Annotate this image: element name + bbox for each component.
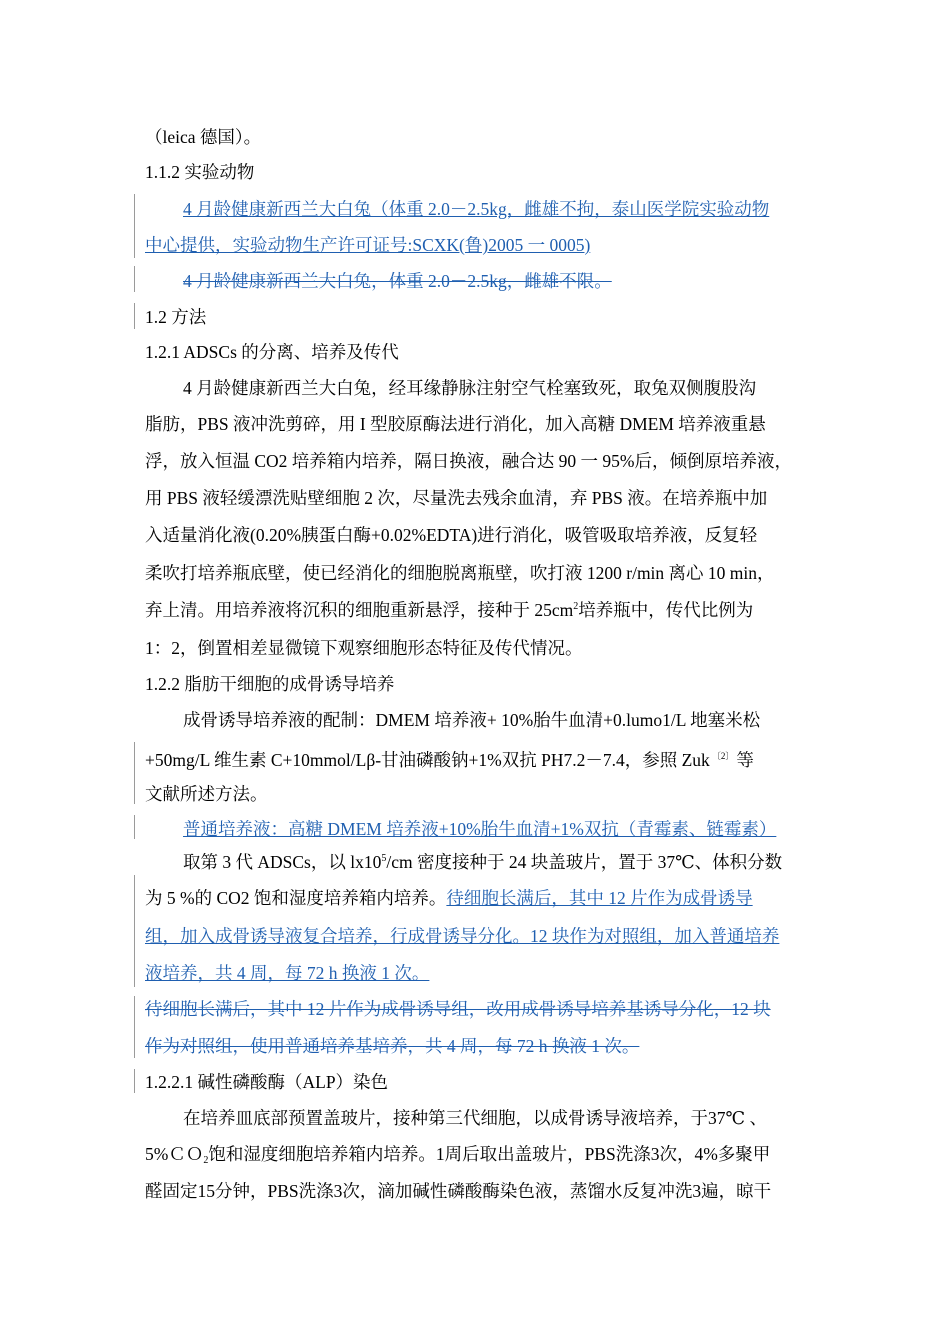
reference-marker: 〔2〕 — [711, 751, 735, 761]
text-line: 1：2，倒置相差显微镜下观察细胞形态特征及传代情况。 — [145, 638, 583, 658]
section-heading-1-2-2: 1.2.2 脂肪干细胞的成骨诱导培养 — [145, 674, 395, 694]
inserted-text-line: 中心提供，实验动物生产许可证号:SCXK(鲁)2005 一 0005) — [145, 235, 591, 255]
section-heading-1-2-2-1: 1.2.2.1 碱性磷酸酶（ALP）染色 — [145, 1072, 389, 1092]
revision-bar — [134, 742, 135, 804]
text-line: 脂肪，PBS 液冲洗剪碎，用 I 型胶原酶法进行消化，加入高糖 DMEM 培养液重悬 — [145, 414, 766, 434]
inserted-text-line: 组，加入成骨诱导液复合培养，行成骨诱导分化。12 块作为对照组，加入普通培养 — [145, 926, 780, 946]
inserted-text-line: 液培养，共 4 周，每 72 h 换液 1 次。 — [145, 963, 430, 983]
superscript: 2 — [573, 601, 579, 612]
subscript: 2 — [203, 1155, 209, 1166]
section-heading-1-2-1: 1.2.1 ADSCs 的分离、培养及传代 — [145, 342, 399, 362]
section-heading-1-2: 1.2 方法 — [145, 307, 207, 327]
text-line: 在培养皿底部预置盖玻片，接种第三代细胞，以成骨诱导液培养，于37℃ 、 — [183, 1108, 767, 1128]
revision-bar — [134, 996, 135, 1058]
inserted-text: 待细胞长满后，其中 12 片作为成骨诱导 — [446, 888, 753, 908]
revision-bar — [134, 194, 135, 258]
revision-bar — [134, 875, 135, 987]
inserted-text-line: 4 月龄健康新西兰大白兔（体重 2.0－2.5kg，雌雄不拘，泰山医学院实验动物 — [183, 199, 770, 219]
deleted-text-line: 作为对照组，使用普通培养基培养，共 4 周，每 72 h 换液 1 次。 — [145, 1036, 640, 1056]
text-line: 用 PBS 液轻缓漂洗贴壁细胞 2 次，尽量洗去残余血清，弃 PBS 液。在培养瓶中加 — [145, 488, 768, 508]
text-line: 成骨诱导培养液的配制：DMEM 培养液+ 10%胎牛血清+0.lumo1/L 地塞米松 — [183, 710, 761, 730]
text-line: 文献所述方法。 — [145, 784, 268, 804]
text-line: 取第 3 代 ADSCs，以 $lx10^5/cm$ 密度接种于 24 块盖玻片，置于 37℃、体积分数 — [183, 852, 783, 872]
text-line: （leica 德国）。 — [145, 127, 262, 147]
superscript: 5 — [381, 853, 387, 864]
text-line: 4 月龄健康新西兰大白兔，经耳缘静脉注射空气栓塞致死，取兔双侧腹股沟 — [183, 378, 757, 398]
text-line: 柔吹打培养瓶底壁，使已经消化的细胞脱离瓶壁，吹打液 1200 r/min 离心 10 min， — [145, 563, 775, 583]
text-line: 为 5 %的 CO2 饱和湿度培养箱内培养。待细胞长满后，其中 12 片作为成骨诱导 — [145, 888, 753, 908]
text-line: 入适量消化液(0.20%胰蛋白酶+0.02%EDTA)进行消化，吸管吸取培养液，反复轻 — [145, 525, 758, 545]
text-line: 弃上清。用培养液将沉积的细胞重新悬浮，接种于 $25cm^2$培养瓶中，传代比例为 — [145, 600, 754, 620]
revision-bar — [134, 815, 135, 839]
revision-bar — [134, 266, 135, 292]
text-line: 醛固定15分钟，PBS洗涤3次，滴加碱性磷酸酶染色液，蒸馏水反复冲洗3遍，晾干 — [145, 1181, 772, 1201]
revision-bar — [134, 1069, 135, 1093]
inserted-text-line: 普通培养液：高糖 DMEM 培养液+10%胎牛血清+1%双抗（青霉素、链霉素） — [183, 819, 777, 839]
revision-bar — [134, 303, 135, 329]
section-heading-1-1-2: 1.1.2 实验动物 — [145, 162, 255, 182]
text-line: 浮，放入恒温 CO2 培养箱内培养，隔日换液，融合达 90 一 95%后，倾倒原培养液， — [145, 451, 793, 471]
text-line: 5%ＣＯ$_2$饱和湿度细胞培养箱内培养。1周后取出盖玻片，PBS洗涤3次，4%多聚甲 — [145, 1144, 771, 1166]
deleted-text-line: 4 月龄健康新西兰大白兔，体重 2.0－2.5kg，雌雄不限。 — [183, 271, 612, 291]
deleted-text-line: 待细胞长满后，其中 12 片作为成骨诱导组，改用成骨诱导培养基诱导分化，12 块 — [145, 999, 771, 1019]
text-line: +50mg/L 维生素 C+10mmol/Lβ-甘油磷酸钠+1%双抗 PH7.2－7.4，参照 Zuk $^{〔2〕}$ 等 — [145, 750, 754, 770]
